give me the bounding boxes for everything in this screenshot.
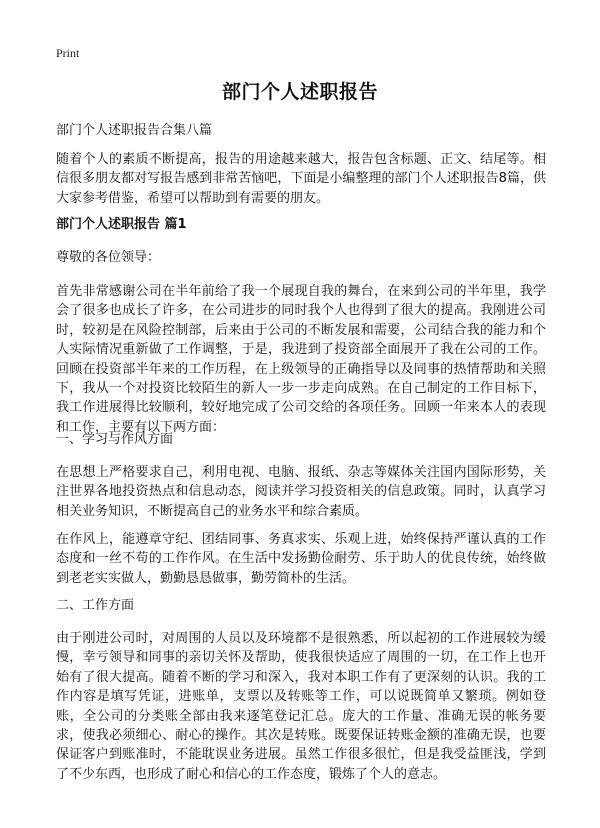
intro-paragraph: 随着个人的素质不断提高，报告的用途越来越大，报告包含标题、正文、结尾等。相信很多朋友都对写报告感到非常苦恼吧，下面是小编整理的部门个人述职报告8篇，供大家参考借鉴，希望可以帮助到有需要的朋友。 <box>56 152 546 206</box>
document-title: 部门个人述职报告 <box>221 81 378 103</box>
section-heading: 部门个人述职报告 篇1 <box>56 217 187 232</box>
work-paragraph: 由于刚进公司时，对周围的人员以及环境都不是很熟悉，所以起初的工作进展较为缓慢，幸亏领导和同事的亲切关怀及帮助，使我很快适应了周围的一切，在工作上也开始有了很大提高。随着不断的学习和深入，我对本职工作有了更深刻的认识。我的工作内容是填写凭证，进账单，支票以及转账等工作，可以说既简单又繁琐。例如登账，全公司的分类账全部由我来逐笔登记汇总。庞大的工作量、准确无误的帐务要求，使我必须细心、耐心的操作。其次是转账。既要保证转账金额的准确无误，也要保证客户到账准时，不能耽误业务进展。虽然工作很多很忙，但是我受益匪浅，学到了不少东西，也形成了耐心和信心的工作态度，锻炼了个人的意志。 <box>56 631 546 782</box>
study-paragraph-2: 在作风上，能遵章守纪、团结同事、务真求实、乐观上进，始终保持严谨认真的工作态度和一丝不苟的工作作风。在生活中发扬勤俭耐劳、乐于助人的优良传统，始终做到老老实实做人，勤勤恳恳做事，勤劳简朴的生活。 <box>56 532 546 586</box>
subheading-work: 二、工作方面 <box>56 598 135 613</box>
document-subtitle: 部门个人述职报告合集八篇 <box>56 123 213 138</box>
subheading-study: 一、学习与作风方面 <box>56 432 174 447</box>
print-link[interactable]: Print <box>56 46 80 60</box>
study-paragraph-1: 在思想上严格要求自己，利用电视、电脑、报纸、杂志等媒体关注国内国际形势，关注世界各地投资热点和信息动态，阅读并学习投资相关的信息政策。同时，认真学习相关业务知识，不断提高自己的业务水平和综合素质。 <box>56 465 546 519</box>
body-paragraph-1: 首先非常感谢公司在半年前给了我一个展现自我的舞台，在来到公司的半年里，我学会了很多也成长了许多，在公司进步的同时我个人也得到了很大的提高。我刚进公司时，较初是在风险控制部，后来由于公司的不断发展和需要，公司结合我的能力和个人实际情况重新做了工作调整，于是，我进到了投资部全面展开了我在公司的工作。回顾在投资部半年来的工作历程，在上级领导的正确指导以及同事的热情帮助和关照下，我从一个对投资比较陌生的新人一步一步走向成熟。在自己制定的工作目标下，我工作进展得比较顺利，较好地完成了公司交给的各项任务。回顾一年来本人的表现和工作，主要有以下两方面： <box>56 284 546 435</box>
salutation: 尊敬的各位领导： <box>56 250 161 265</box>
